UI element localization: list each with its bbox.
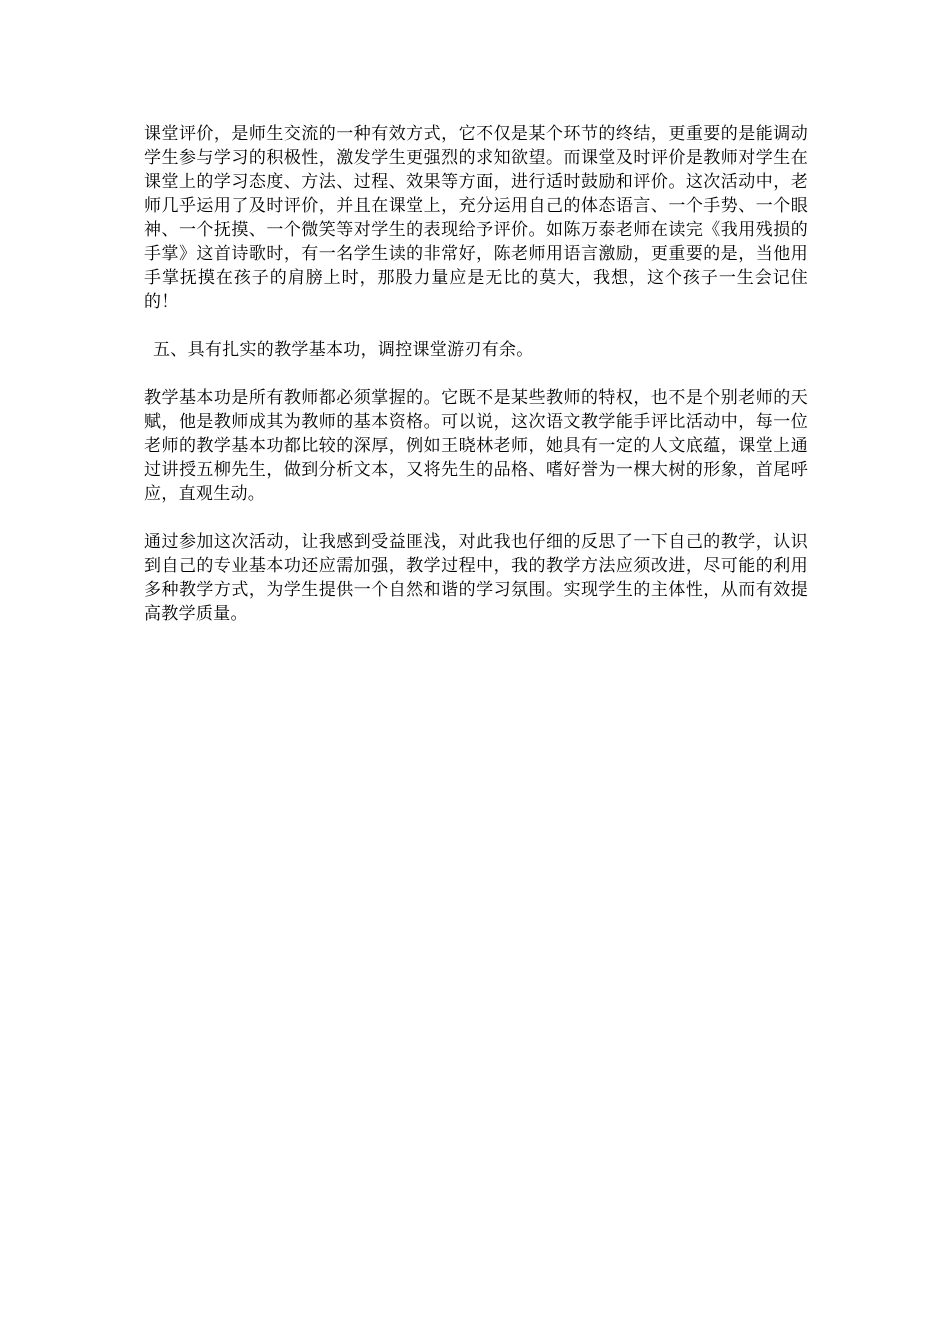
paragraph-classroom-evaluation: 课堂评价，是师生交流的一种有效方式，它不仅是某个环节的终结，更重要的是能调动学生参与学习的积极性，激发学生更强烈的求知欲望。而课堂及时评价是教师对学生在课堂上的学习态度、方法、过程、效果等方面，进行适时鼓励和评价。这次活动中，老师几乎运用了及时评价，并且在课堂上，充分运用自己的体态语言、一个手势、一个眼神、一个抚摸、一个微笑等对学生的表现给予评价。如陈万泰老师在读完《我用残损的手掌》这首诗歌时，有一名学生读的非常好，陈老师用语言激励，更重要的是，当他用手掌抚摸在孩子的肩膀上时，那股力量应是无比的莫大，我想，这个孩子一生会记住的！ (144, 124, 808, 312)
paragraph-reflection: 通过参加这次活动，让我感到受益匪浅，对此我也仔细的反思了一下自己的教学，认识到自己的专业基本功还应需加强，教学过程中，我的教学方法应须改进，尽可能的利用多种教学方式，为学生提供一个自然和谐的学习氛围。实现学生的主体性，从而有效提高教学质量。 (144, 532, 808, 624)
section-heading-five: 五、具有扎实的教学基本功，调控课堂游刃有余。 (153, 340, 534, 360)
paragraph-teaching-fundamentals: 教学基本功是所有教师都必须掌握的。它既不是某些教师的特权，也不是个别老师的天赋，他是教师成其为教师的基本资格。可以说，这次语文教学能手评比活动中，每一位老师的教学基本功都比较的深厚，例如王晓林老师，她具有一定的人文底蕴，课堂上通过讲授五柳先生，做到分析文本，又将先生的品格、嗜好誉为一棵大树的形象，首尾呼应，直观生动。 (144, 388, 808, 504)
document-page (144, 122, 808, 626)
